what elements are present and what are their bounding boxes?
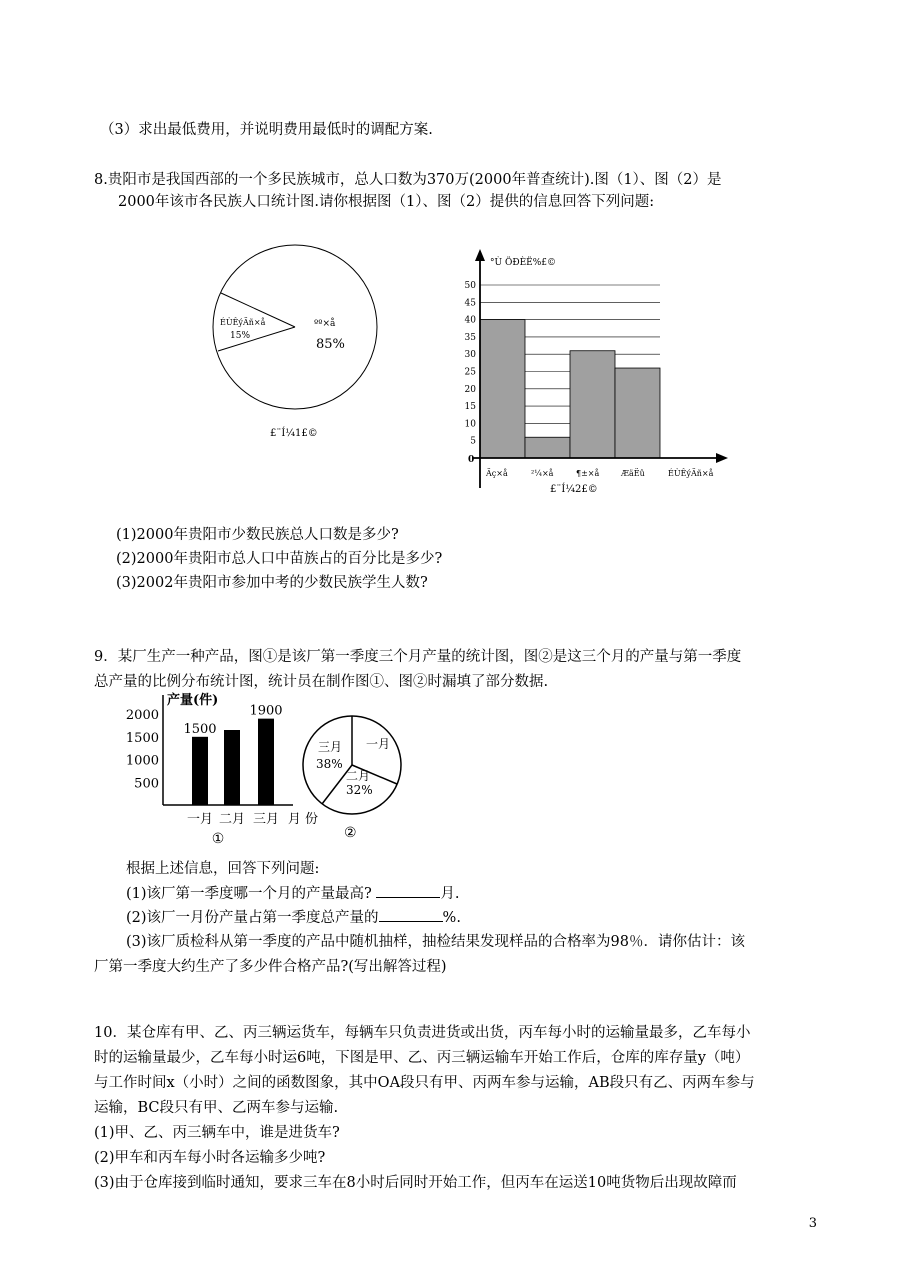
q9-q2-blank[interactable] <box>379 907 443 922</box>
x-tick-label-3: ¶±×å <box>576 469 600 478</box>
pie-pct-minority: 15% <box>230 331 251 341</box>
pie-label-han: ºº×å <box>314 319 336 329</box>
y-axis-title: 产量(件) <box>167 693 219 708</box>
q8-pie-chart <box>200 240 400 450</box>
q9-question-3-line2: 厂第一季度大约生产了多少件合格产品?(写出解答过程) <box>94 959 447 975</box>
q9-intro: 根据上述信息，回答下列问题: <box>126 861 320 877</box>
q8-question-2: (2)2000年贵阳市总人口中苗族占的百分比是多少? <box>116 551 443 567</box>
y-tick-label-50: 50 <box>464 281 476 291</box>
y-tick-label-5: 5 <box>470 436 476 447</box>
y-tick-label-10: 10 <box>464 419 476 430</box>
q7-part3: （3）求出最低费用，并说明费用最低时的调配方案. <box>100 122 433 138</box>
q8-line2: 2000年该市各民族人口统计图.请你根据图（1）、图（2）提供的信息回答下列问题: <box>118 194 655 210</box>
data-label-3: 1900 <box>249 703 283 719</box>
x-tick-label-3: 三月 <box>252 812 280 827</box>
q9-pie-chart <box>300 705 420 845</box>
chart-title: °Ù ÖÐÈË%£© <box>490 258 557 268</box>
y-axis-arrow <box>475 249 485 261</box>
q9-q2-suffix: %. <box>442 910 461 926</box>
origin-label: 0 <box>468 455 475 465</box>
q10-line1: 10．某仓库有甲、乙、丙三辆运货车，每辆车只负责进货或出货，丙车每小时的运输量最多，乙车每小 <box>94 1025 751 1041</box>
y-tick-label-1000: 1000 <box>125 753 159 769</box>
q10-line2: 时的运输量最少，乙车每小时运6吨，下图是甲、乙、丙三辆运输车开始工作后，仓库的库存量y（吨） <box>94 1050 750 1066</box>
y-tick-label-25: 25 <box>464 367 476 378</box>
x-tick-label-1: Ãç×å <box>486 469 508 478</box>
q8-question-3: (3)2002年贵阳市参加中考的少数民族学生人数? <box>116 575 428 591</box>
q9-pie-label-march: 三月 <box>318 740 343 754</box>
q9-question-3-line1: (3)该厂质检科从第一季度的产品中随机抽样，抽检结果发现样品的合格率为98％．请你估计：该 <box>126 934 745 950</box>
q9-pie-label-february: 二月 <box>346 769 371 783</box>
x-tick-label-1: 一月 <box>186 812 214 827</box>
page-number: 3 <box>808 1216 817 1231</box>
q9-q1-suffix: 月. <box>440 886 460 902</box>
fig2-caption: £¨Í¼2£© <box>550 484 598 495</box>
y-tick-label-30: 30 <box>464 350 476 361</box>
q10-line3: 与工作时间x（小时）之间的函数图象，其中OA段只有甲、丙两车参与运输，AB段只有乙、丙两车参与 <box>94 1075 755 1091</box>
fig1-caption: £¨Í¼1£© <box>270 428 318 439</box>
q9-pie-pct-march: 38% <box>316 757 343 771</box>
bar-3 <box>570 351 615 458</box>
y-tick-label-45: 45 <box>464 298 476 309</box>
x-axis-title: 月 份 <box>287 812 319 827</box>
bar-3 <box>258 719 274 805</box>
q10-question-1: (1)甲、乙、丙三辆车中，谁是进货车? <box>94 1125 340 1141</box>
fig2-caption: ② <box>344 825 357 841</box>
x-tick-label-4: ÆäËû <box>621 469 645 478</box>
q9-q2-text: (2)该厂一月份产量占第一季度总产量的 <box>126 910 379 926</box>
pie-pct-han: 85% <box>316 337 345 352</box>
y-tick-label-35: 35 <box>464 332 476 343</box>
y-tick-label-40: 40 <box>464 315 476 326</box>
q9-line1: 9．某厂生产一种产品，图①是该厂第一季度三个月产量的统计图，图②是这三个月的产量与第一季度 <box>94 649 742 665</box>
x-axis-arrow <box>716 453 728 463</box>
q9-question-1 <box>126 883 460 904</box>
y-tick-label-1500: 1500 <box>125 730 159 746</box>
bar-1 <box>480 320 525 458</box>
bar-2 <box>224 730 240 805</box>
y-tick-label-20: 20 <box>464 384 476 395</box>
q8-line1: 8.贵阳市是我国西部的一个多民族城市，总人口数为370万(2000年普查统计).图（1）、图（2）是 <box>94 172 722 188</box>
q9-bar-chart <box>125 690 319 850</box>
q10-question-2: (2)甲车和丙车每小时各运输多少吨? <box>94 1150 326 1166</box>
fig1-caption: ① <box>211 831 225 847</box>
bar-2 <box>525 437 570 458</box>
y-tick-label-2000: 2000 <box>125 708 159 724</box>
q9-pie-label-january: 一月 <box>366 737 391 751</box>
pie-label-minority: ÉÙÊýÃñ×å <box>220 318 266 327</box>
x-end-label: ÉÙÊýÃñ×å <box>668 469 714 478</box>
y-tick-label-500: 500 <box>134 776 159 792</box>
q8-question-1: (1)2000年贵阳市少数民族总人口数是多少? <box>116 527 399 543</box>
bar-4 <box>615 368 660 458</box>
q8-bar-chart <box>440 245 730 495</box>
q9-pie-pct-february: 32% <box>346 783 373 797</box>
q10-question-3: (3)由于仓库接到临时通知，要求三车在8小时后同时开始工作，但丙车在运送10吨货物后出现故障而 <box>94 1175 737 1191</box>
q9-q1-text: (1)该厂第一季度哪一个月的产量最高? <box>126 886 377 902</box>
data-label-1: 1500 <box>183 721 217 737</box>
q9-line2: 总产量的比例分布统计图，统计员在制作图①、图②时漏填了部分数据. <box>94 674 549 690</box>
y-tick-label-15: 15 <box>464 402 476 413</box>
x-tick-label-2: 二月 <box>218 812 246 827</box>
bar-1 <box>192 737 208 805</box>
x-tick-label-2: ²¼×å <box>531 469 554 478</box>
q10-line4: 运输，BC段只有甲、乙两车参与运输. <box>94 1100 339 1116</box>
q9-q1-blank[interactable] <box>376 883 440 898</box>
q9-question-2 <box>126 907 461 928</box>
